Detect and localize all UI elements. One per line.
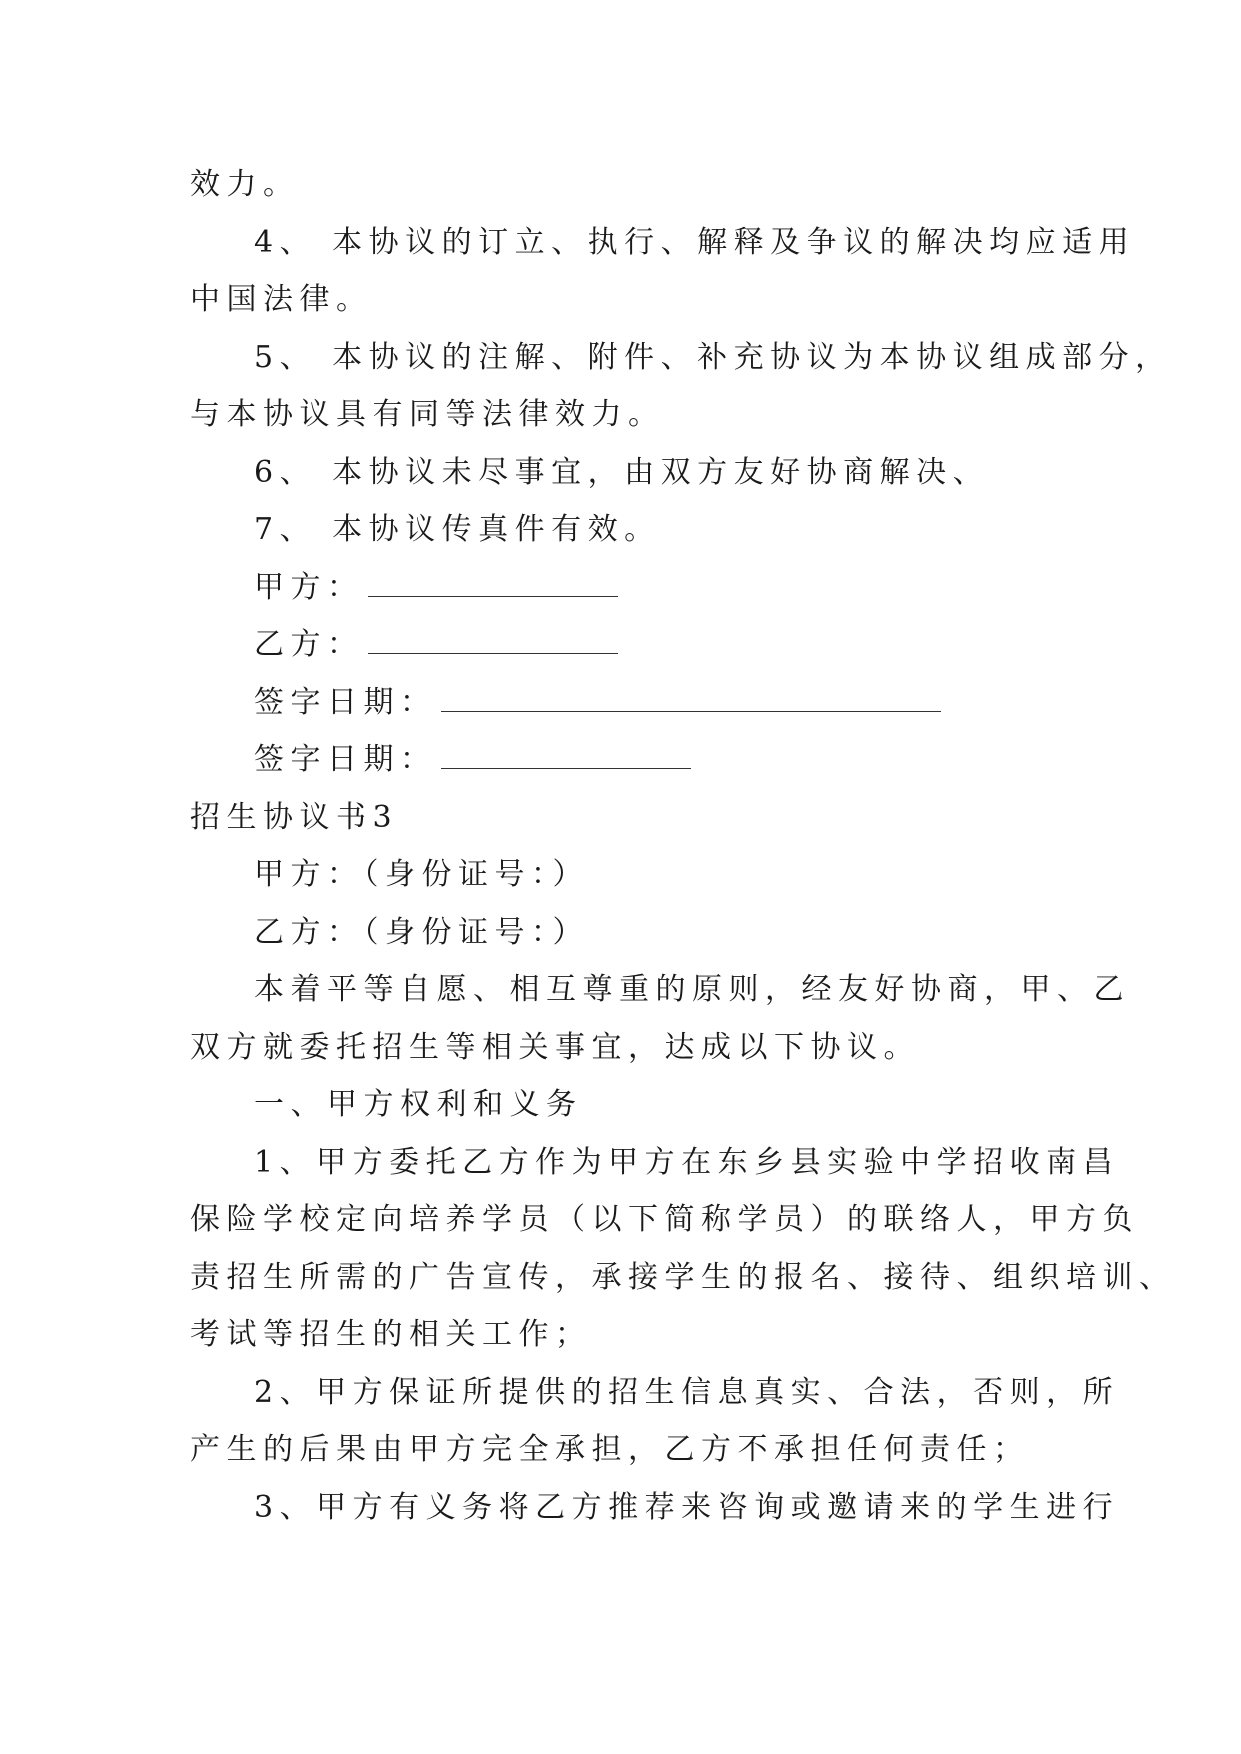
sign-date-line-1 — [254, 683, 941, 723]
text-line: 双方就委托招生等相关事宜，达成以下协议。 — [190, 1030, 920, 1065]
clause-5: 5、 本协议的注解、附件、补充协议为本协议组成部分， — [254, 340, 1172, 375]
sign-date-blank — [441, 746, 691, 769]
clause-6: 6、 本协议未尽事宜，由双方友好协商解决、 — [254, 455, 990, 490]
section-title: 招生协议书3 — [190, 800, 399, 835]
section-heading: 一、甲方权利和义务 — [254, 1087, 583, 1122]
party-b-signature-line — [254, 625, 618, 665]
party-a-signature-line — [254, 568, 618, 608]
sign-date-label: 签字日期： — [254, 685, 437, 720]
text-line: 中国法律。 — [190, 282, 373, 317]
party-a-id: 甲方：（身份证号：） — [254, 857, 589, 892]
text-line: 责招生所需的广告宣传，承接学生的报名、接待、组织培训、 — [190, 1260, 1176, 1295]
text-line: 保险学校定向培养学员（以下简称学员）的联络人，甲方负 — [190, 1202, 1139, 1237]
text-line: 考试等招生的相关工作； — [190, 1317, 592, 1352]
party-b-id: 乙方：（身份证号：） — [254, 915, 589, 950]
text-line: 效力。 — [190, 167, 300, 202]
preamble: 本着平等自愿、相互尊重的原则，经友好协商，甲、乙 — [254, 972, 1130, 1007]
text-line: 产生的后果由甲方完全承担，乙方不承担任何责任； — [190, 1432, 1030, 1467]
party-b-blank — [368, 631, 618, 654]
item-2: 2、甲方保证所提供的招生信息真实、合法，否则，所 — [254, 1375, 1120, 1410]
party-a-blank — [368, 574, 618, 597]
sign-date-blank — [441, 689, 941, 712]
clause-4: 4、 本协议的订立、执行、解释及争议的解决均应适用 — [254, 225, 1136, 260]
party-b-label: 乙方： — [254, 627, 364, 662]
item-1: 1、甲方委托乙方作为甲方在东乡县实验中学招收南昌 — [254, 1145, 1120, 1180]
sign-date-label: 签字日期： — [254, 742, 437, 777]
item-3: 3、甲方有义务将乙方推荐来咨询或邀请来的学生进行 — [254, 1490, 1120, 1525]
party-a-label: 甲方： — [254, 570, 364, 605]
sign-date-line-2 — [254, 740, 691, 780]
clause-7: 7、 本协议传真件有效。 — [254, 512, 661, 547]
text-line: 与本协议具有同等法律效力。 — [190, 397, 665, 432]
